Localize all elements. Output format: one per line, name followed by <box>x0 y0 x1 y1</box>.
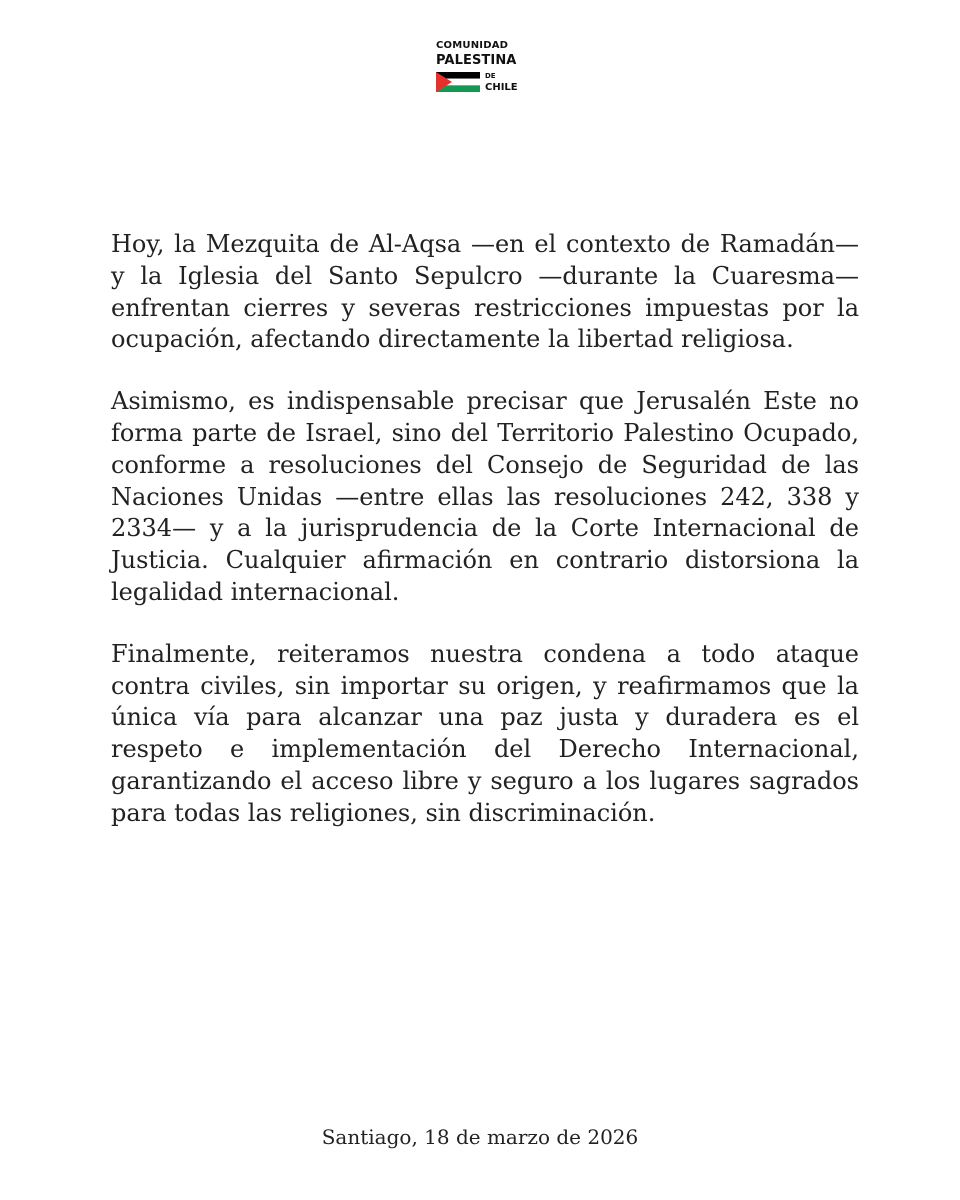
logo-text-comunidad: COMUNIDAD <box>436 40 509 51</box>
logo-text-palestina: PALESTINA <box>436 53 517 68</box>
paragraph-1: Hoy, la Mezquita de Al-Aqsa —en el contexto de Ramadán— y la Iglesia del Santo Sepulcro —durante la Cuaresma— enfrentan cierres y severas restricciones impuestas por la ocupación, afectando directamente la libertad religiosa. <box>111 230 859 354</box>
paragraph-2: Asimismo, es indispensable precisar que Jerusalén Este no forma parte de Israel, sino del Territorio Palestino Ocupado, conforme a resoluciones del Consejo de Seguridad de las Naciones Unidas —entre ellas las resoluciones 242, 338 y 2334— y a la jurisprudencia de la Corte Internacional de Justicia. Cualquier afirmación en contrario distorsiona la legalidad internacional. <box>111 387 859 606</box>
palestine-flag-icon <box>436 72 480 92</box>
logo-text-chile: CHILE <box>485 82 518 93</box>
logo-text-de: DE <box>485 72 496 80</box>
statement-body <box>111 229 859 860</box>
place-date: Santiago, 18 de marzo de 2026 <box>321 1125 639 1149</box>
paragraph-3: Finalmente, reiteramos nuestra condena a todo ataque contra civiles, sin importar su origen, y reafirmamos que la única vía para alcanzar una paz justa y duradera es el respeto e implementación del Derecho Internacional, garantizando el acceso libre y seguro a los lugares sagrados para todas las religiones, sin discriminación. <box>111 639 859 827</box>
organization-logo <box>436 40 526 96</box>
